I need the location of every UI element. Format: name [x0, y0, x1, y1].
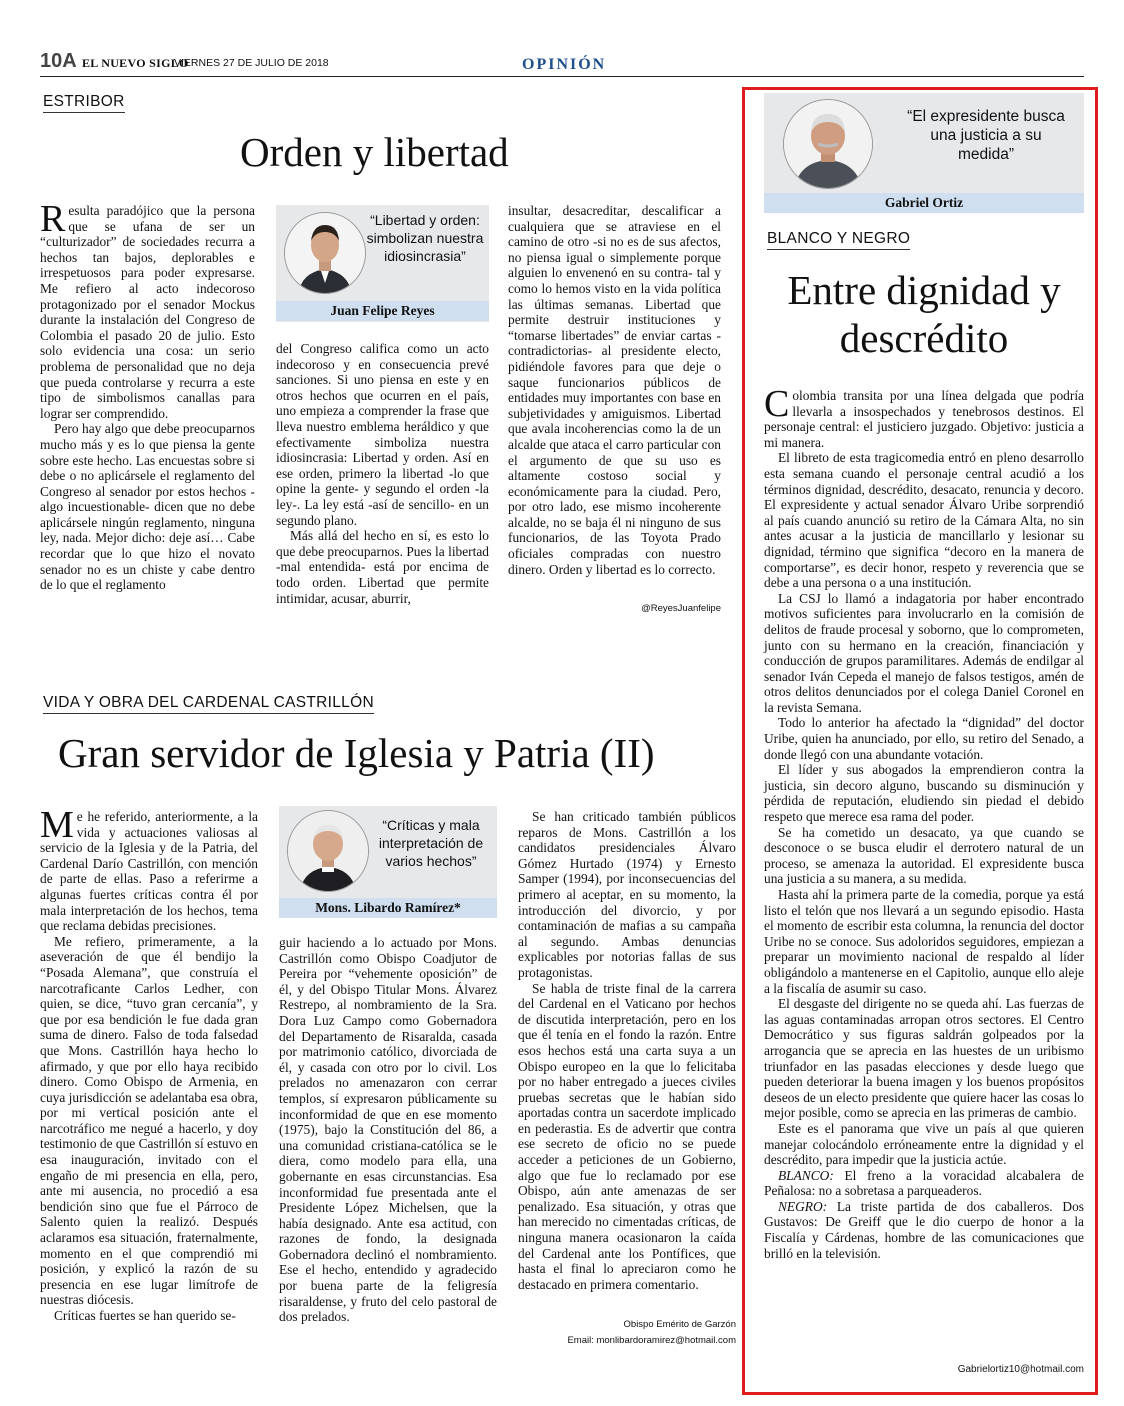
article3-signature: Gabrielortiz10@hotmail.com	[957, 1364, 1084, 1375]
article2-kicker: VIDA Y OBRA DEL CARDENAL CASTRILLÓN	[43, 694, 374, 714]
article3-p5: El líder y sus abogados la emprendieron contra la justicia, sin decoro alguno, buscando su disminución y pérdida de reputación, eludiendo sin piedad el debido respeto que merece esa rama del poder.	[764, 762, 1084, 825]
section-title: OPINIÓN	[522, 56, 607, 73]
author-portrait	[287, 810, 369, 892]
article3-blanco: BLANCO: El freno a la voracidad alcabalera de Peñalosa: no a sobretasa a parqueaderos.	[764, 1167, 1084, 1199]
author-portrait	[284, 212, 366, 294]
article2-column-2	[279, 935, 497, 1325]
article3-headline-line2: descrédito	[839, 315, 1009, 361]
article2-author: Mons. Libardo Ramírez*	[279, 898, 497, 918]
negro-label: NEGRO:	[778, 1198, 828, 1214]
newspaper-name: EL NUEVO SIGLO	[82, 56, 189, 70]
article2-signature-title: Obispo Emérito de Garzón	[623, 1319, 736, 1330]
article3-p2: El libreto de esta tragicomedia entró en pleno desarrollo esta semana cuando el personaje central acudió a los términos dignidad, descrédito, desacato, renuncia y decoro. El expresidente y actual senador Álvaro Uribe sorprendió al país cuando anunció su retiro de la Cámara Alta, no sin antes acusar a la justicia de mancillarlo y lesionar su dignidad, término que significa “decoro en la manera de comportarse”, es decir honor, respeto y reverencia que se debe a una persona o a una institución.	[764, 450, 1084, 591]
page-number: 10A	[40, 50, 77, 72]
article1-col2-p1: del Congreso califica como un acto indecoroso y en consecuencia prevé sanciones. Si uno piensa en este y en otros hechos que ocurren en el país, uno empieza a comprender la frase que lleva nuestro emblema heráldico y que efectivamente simboliza nuestra idiosincrasia: Libertad y orden. Así en ese orden, primero la libertad -lo que opine la gente- y segundo el orden -la ley-. La ley está -así de sencillo- en un segundo plano.	[276, 341, 489, 528]
article1-col1-p2: Pero hay algo que debe preocuparnos mucho más y es lo que piensa la gente sobre este hecho. Las encuestas sobre si debe o no aplicársele el reglamento del Congreso al senador por estos hechos -algo incuestionable- dicen que no debe aplicársele ningún reglamento, ninguna ley, nada. Mejor dicho: deje así… Cabe recordar que lo que hizo el novato senador no es un chiste y cabe dentro de lo que el reglamento	[40, 421, 255, 593]
article2-headline: Gran servidor de Iglesia y Patria (II)	[58, 730, 655, 776]
article3-p9: Este es el panorama que vive un país al que quieren manejar colocándolo erróneamente entre la dignidad y el descrédito, para impedir que la justicia actúe.	[764, 1120, 1084, 1168]
article1-quote-box	[276, 205, 489, 322]
article2-col2-p1: guir haciendo a lo actuado por Mons. Castrillón como Obispo Coadjutor de Pereira por “vehemente oposición” de él, y del Obispo Titular Mons. Álvarez Restrepo, al nombramiento de la Sra. Dora Luz Campo como Gobernadora del Departamento de Risaralda, casada por matrimonio católico, divorciada de él, y casada con otro por lo civil. Los prelados no amenazaron con cerrar templos, sí expresaron públicamente su inconformidad de que en ese momento (1975), bajo la Constitución del 86, a una comunidad cristiana-católica se le diera, como modelo para ella, una gobernante en esas circunstancias. Esa inconformidad fue presentada ante el Presidente López Michelsen, que la había designado. Ante esa actitud, con razones de fondo, la designada Gobernadora declinó el nombramiento. Ese el hecho, entendido y agradecido por buena parte de la feligresía risaraldense, y fruto del celo pastoral de dos prelados.	[279, 935, 497, 1325]
article3-p8: El desgaste del dirigente no se queda ahí. Las fuerzas de las aguas contaminadas arropan otros sectores. El Centro Democrático y sus figuras saldrán golpeados por la arrogancia que se aprecia en las huestes de un uribismo triunfador en las pasadas elecciones y desde luego que pueden deteriorar la buena imagen y los buenos propósitos deseos de un electo presidente que quiere hacer las cosas lo mejor posible, como se aprecia en las primeras de cambio.	[764, 996, 1084, 1121]
article1-author: Juan Felipe Reyes	[276, 301, 489, 321]
article3-kicker: BLANCO Y NEGRO	[767, 230, 910, 250]
article2-col1-p3: Críticas fuertes se han querido se-	[54, 1308, 236, 1323]
article2-col3-p1: Se han criticado también públicos reparos de Mons. Castrillón a los candidatos presidenciales Álvaro Gómez Hurtado (1974) y Ernesto Samper (1994), por inconsecuencias del primero al aceptar, en su momento, la introducción del divorcio, y por contaminación de mafias a su campaña al segundo. Ambas denuncias explicables por notorias fallas de sus protagonistas.	[518, 809, 736, 980]
drop-cap: M	[40, 804, 74, 846]
article3-p6: Se ha cometido un desacato, ya que cuando se desconoce o se busca eludir el derrotero natural de un proceso, se amenaza la autoridad. El expresidente busca una justicia a su manera, a su medida.	[764, 824, 1084, 887]
article1-column-1	[40, 198, 255, 593]
article2-column-3	[518, 809, 736, 1292]
article3-headline	[764, 266, 1084, 362]
article1-column-2	[276, 341, 489, 606]
header-rule	[40, 76, 1084, 77]
blanco-label: BLANCO:	[778, 1167, 834, 1183]
article1-col2-p2: Más allá del hecho en sí, es esto lo que debe preocuparnos. Pues la libertad -mal entendida- está por encima de todo orden. Libertad que permite intimidar, acusar, aburrir,	[276, 528, 489, 606]
article3-author: Gabriel Ortiz	[764, 193, 1084, 213]
article1-headline: Orden y libertad	[240, 129, 509, 175]
article2-quote-box	[279, 806, 497, 918]
article3-p7: Hasta ahí la primera parte de la comedia, porque ya está listo el telón que nos llevará a un segundo episodio. Hasta el momento de escribir esta columna, la renuncia del doctor Uribe no se conoce. Sus adoloridos seguidores, empiezan a preparar un movimiento nacional de respaldo al líder obligándolo a mantenerse en el Capitolio, aunque ello aleje a la fiscalía de asumir su caso.	[764, 887, 1084, 996]
article2-pull-quote: “Críticas y mala interpretación de varios hechos”	[378, 817, 484, 869]
article2-signature-email: Email: monlibardoramirez@hotmail.com	[567, 1335, 736, 1346]
article3-body	[764, 383, 1084, 1261]
article1-column-3	[508, 203, 721, 577]
article2-column-1	[40, 804, 258, 1324]
article2-col1-p2: Me refiero, primeramente, a la aseveración de que él bendijo la “Posada Alemana”, que construía el narcotraficante Carlos Ledher, con quien, se dice, “tuvo gran cercanía”, y que por esa bendición le fue dada gran suma de dinero. Falso de toda falsedad que Mons. Castrillón haya hecho lo afirmado, y que por ello haya recibido dinero. Como Obispo de Armenia, en cuya jurisdicción se adelantaba esa obra, por mi vertical posición ante el narcotráfico me negué a hacerlo, y doy testimonio de que Castrillón sí estuvo en esa inauguración, invitado con el engaño de mi presencia en ella, pero, ante mi ausencia, no procedió a esa bendición sino que fue el Párroco de Salento quien la realizó. Después aclaramos esa situación, fraternalmente, momento en el que comprendió mi posición, y explicó la razón de su presencia en ese lugar limítrofe de nuestras diócesis.	[40, 933, 258, 1308]
author-portrait	[783, 99, 873, 189]
article1-col3-p1: insultar, desacreditar, descalificar a cualquiera que se atraviese en el camino de otro -si no es de sus afectos, no piensa igual o simplemente porque alguien lo envenenó en su contra- tal y como lo hemos visto en la vida política las últimas semanas. Libertad que permite destruir instituciones y “tomarse libertades” de enviar cartas -contradictorias- al presidente electo, pidiéndole favores para que deje o saque funcionarios públicos de entidades muy importantes con base en subjetividades y amiguismos. Libertad que avala incoherencias como la de un alcalde que ataca el carro particular con el argumento de que su uso es altamente costoso social y económicamente para la ciudad. Pero, por otro lado, ese mismo incoherente alcalde, no se baja él ni ninguno de sus funcionarios, de las Toyota Prado oficiales compradas con nuestro dinero. Orden y libertad es lo correcto.	[508, 203, 721, 577]
article1-signature: @ReyesJuanfelipe	[641, 603, 721, 614]
issue-date: VIERNES 27 DE JULIO DE 2018	[174, 57, 329, 69]
article1-kicker: ESTRIBOR	[43, 93, 125, 113]
article3-pull-quote: “El expresidente busca una justicia a su medida”	[907, 108, 1065, 163]
article3-negro: NEGRO: La triste partida de dos caballeros. Dos Gustavos: De Greiff que le dio cuerpo de honor a la Fiscalía y Cárdenas, hombre de las comunicaciones que brilló en la televisión.	[764, 1198, 1084, 1261]
article3-p1: Colombia transita por una línea delgada que podría llevarla a insospechados y tenebrosos destinos. El personaje central: el justiciero juzgado. Objetivo: justicia a mi manera.	[764, 383, 1084, 450]
article2-col3-p2: Se habla de triste final de la carrera del Cardenal en el Vaticano por hechos de discutida interpretación, pero en los que él tenía en el fondo la razón. Entre esos hechos está una carta suya a un Obispo europeo en la que lo felicitaba por no haber entregado a jueces civiles pruebas secretas que le habían sido aportadas contra un sacerdote implicado en pederastia. Es de advertir que contra ese secreto de oficio no se puede acceder a peticiones de un Gobierno, algo que fue lo reclamado por ese Obispo, aún ante amenazas de ser penalizado. Esa situación, y otras que han merecido no cimentadas críticas, de ninguna manera ocasionaron la caída del Cardenal ante los Pontífices, que hasta el final lo apreciaron como he destacado en primera comentario.	[518, 980, 736, 1292]
article1-pull-quote: “Libertad y orden: simbolizan nuestra idiosincrasia”	[366, 212, 484, 264]
drop-cap: C	[764, 383, 790, 425]
article3-quote-box	[764, 93, 1084, 213]
article2-col1-p1: Me he referido, anteriormente, a la vida y actuaciones valiosas al servicio de la Iglesia y de la Patria, del Cardenal Darío Castrillón, con mención de parte de ellas. Paso a referirme a algunas fuertes críticas contra él por mala interpretación de los hechos, tema que reclama debidas precisiones.	[40, 804, 258, 934]
article1-col1-p1: Resulta paradójico que la persona que se ufana de ser un “culturizador” de sociedades recurra a hechos tan bajos, deplorables e irrespetuosos para poder expresarse. Me refiero al acto indecoroso protagonizado por el senador Mockus durante la instalación del Congreso de Colombia el pasado 20 de julio. Esto solo evidencia una cosa: un serio problema de personalidad que no deja que pueda controlarse y recurra a este tipo de simbolismos canallas para lograr ser comprendido.	[40, 198, 255, 421]
article3-p4: Todo lo anterior ha afectado la “dignidad” del doctor Uribe, quien ha anunciado, por ello, su retiro del Senado, a donde llegó con una abundante votación.	[764, 715, 1084, 762]
drop-cap: R	[40, 198, 66, 240]
article3-headline-line1: Entre dignidad y	[787, 267, 1061, 313]
article3-p3: La CSJ lo llamó a indagatoria por haber encontrado motivos suficientes para involucrarlo en la comisión de delitos de fraude procesal y soborno, que lo comprometen, junto con su hermano en la creación, financiación y conducción de grupos paramilitares. Además de endilgar al senador Iván Cepeda el manejo de falsos testigos, amén de otros delitos denunciados por el colega Daniel Coronel en la revista Semana.	[764, 590, 1084, 715]
